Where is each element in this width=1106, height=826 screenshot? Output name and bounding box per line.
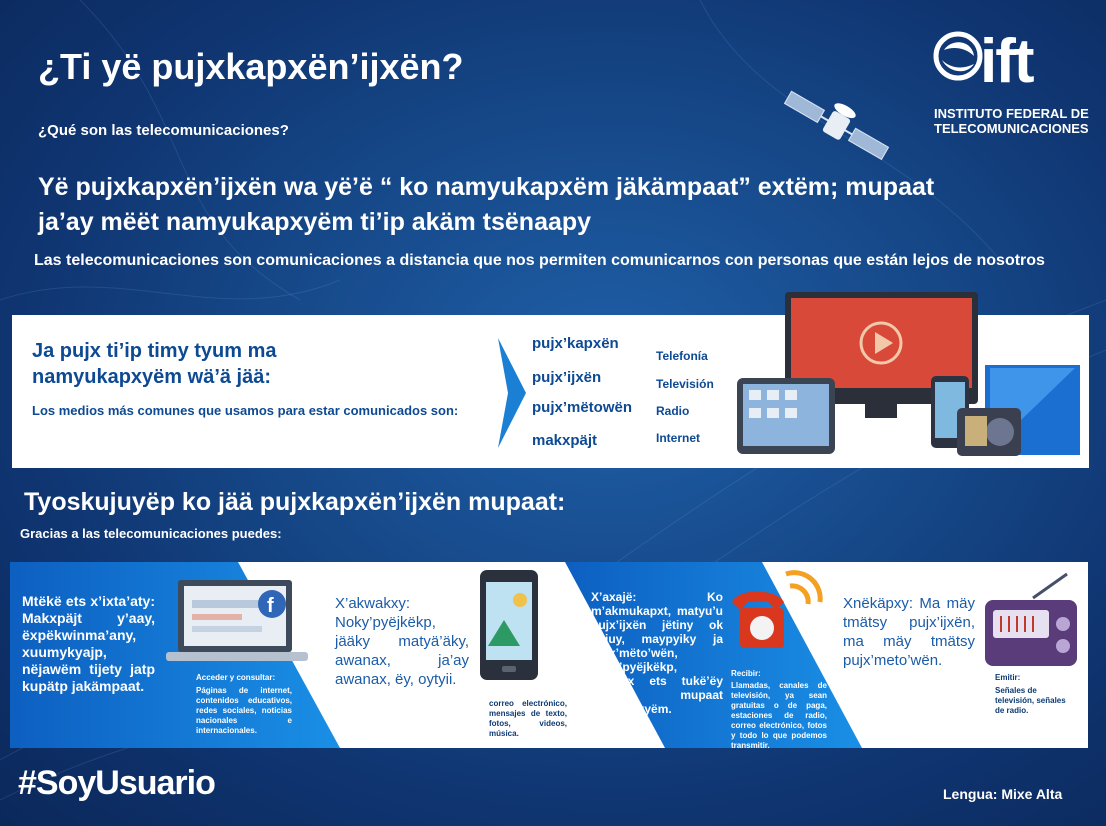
- card-transmit-es-title: Transmitir:: [489, 686, 531, 695]
- page-title: ¿Ti yë pujxkapxën’ijxën?: [38, 46, 464, 87]
- logo-wordmark: ift: [980, 27, 1033, 96]
- smartphone-icon: [478, 568, 542, 682]
- ift-swirl-icon: [932, 30, 984, 82]
- media-item-es-1: Televisión: [656, 377, 714, 391]
- svg-text:f: f: [267, 595, 274, 617]
- vintage-radio-icon: [983, 572, 1079, 668]
- logo-caption: [934, 106, 1089, 136]
- definition-es: Las telecomunicaciones son comunicaciones a distancia que nos permiten comunicarnos con personas que están lejos de nosotros: [34, 252, 1045, 269]
- media-item-es-3: Internet: [656, 431, 701, 445]
- telephone-icon: [728, 566, 828, 658]
- card-access-es-title: Acceder y consultar:: [196, 673, 276, 682]
- devices-illustration: [735, 290, 1085, 458]
- media-item-es-0: Telefonía: [656, 349, 708, 363]
- page-subtitle-es: ¿Qué son las telecomunicaciones?: [38, 122, 289, 139]
- media-heading: Ja pujx ti’ip timy tyum ma namyukapxyëm wä’ä jää:: [32, 340, 277, 388]
- card-access-mixe: Mtëkë ets x’ixta’aty: Makxpäjt y’aay, ëxpëkwinma’any, xuumykyajp, nëjawëm tijety jatp kupätp jakämpaat.: [22, 593, 155, 694]
- hashtag: #SoyUsuario: [18, 764, 215, 802]
- media-subheading-es: Los medios más comunes que usamos para estar comunicados son:: [32, 403, 459, 418]
- laptop-icon: [166, 578, 308, 664]
- media-item-es-2: Radio: [656, 404, 690, 418]
- media-item-mixe-3: makxpäjt: [532, 432, 598, 449]
- card-transmit-es-body: correo electrónico, mensajes de texto, fotos, videos, música.: [489, 699, 567, 738]
- logo-caption-line2: TELECOMUNICACIONES: [934, 121, 1089, 136]
- card-receive-es-body: Llamadas, canales de televisión, ya sean gratuitas o de paga, estaciones de radio, correo electrónico, fotos y todo lo que podemos transmitir.: [731, 681, 827, 750]
- card-emit-es-body: Señales de televisión, señales de radio.: [995, 686, 1066, 715]
- language-label: Lengua: Mixe Alta: [943, 786, 1063, 802]
- satellite-icon: [775, 80, 895, 175]
- chevron-right-icon: [498, 338, 528, 448]
- card-emit-mixe: Xnëkäpxy: Ma mäy tmätsy pujx’ijxën, ma mäy tmätsy pujx’meto’wën.: [843, 595, 975, 669]
- media-item-mixe-2: pujx’mëtowën: [532, 399, 633, 416]
- definition-mixe: Yë pujxkapxën’ijxën wa yë’ë “ ko namyukapxëm jäkämpaat” extëm; mupaat ja’ay mëët namyukapxyëm ti’ip akäm tsënaapy: [38, 173, 935, 236]
- card-receive-mixe: X’axajë: Ko m’akmukapxt, matyu’u pujx’ijxën jëtiny ok kujuy, maypyiky ja pujx’mëto’wën, noky’pyëjkëkp, awanax ets tukë’ëy ti’ip mupaat n’akwakxyëm.: [591, 590, 723, 716]
- card-transmit-mixe: X’akwakxy: Noky’pyëjkëkp, jääky matyä’äky, awanax, ja’ay awanax, ëy, oytyii.: [335, 595, 469, 688]
- media-item-mixe-0: pujx’kapxën: [532, 335, 619, 352]
- media-item-mixe-1: pujx’ijxën: [532, 369, 602, 386]
- card-access-es-body: Páginas de internet, contenidos educativos, redes sociales, noticias nacionales e internacionales.: [196, 686, 292, 735]
- uses-heading: Tyoskujuyëp ko jää pujxkapxën’ijxën mupaat:: [24, 488, 566, 516]
- uses-subheading-es: Gracias a las telecomunicaciones puedes:: [20, 526, 282, 541]
- card-emit-es-title: Emitir:: [995, 673, 1021, 682]
- logo-caption-line1: INSTITUTO FEDERAL DE: [934, 106, 1089, 121]
- card-receive-es-title: Recibir:: [731, 669, 761, 678]
